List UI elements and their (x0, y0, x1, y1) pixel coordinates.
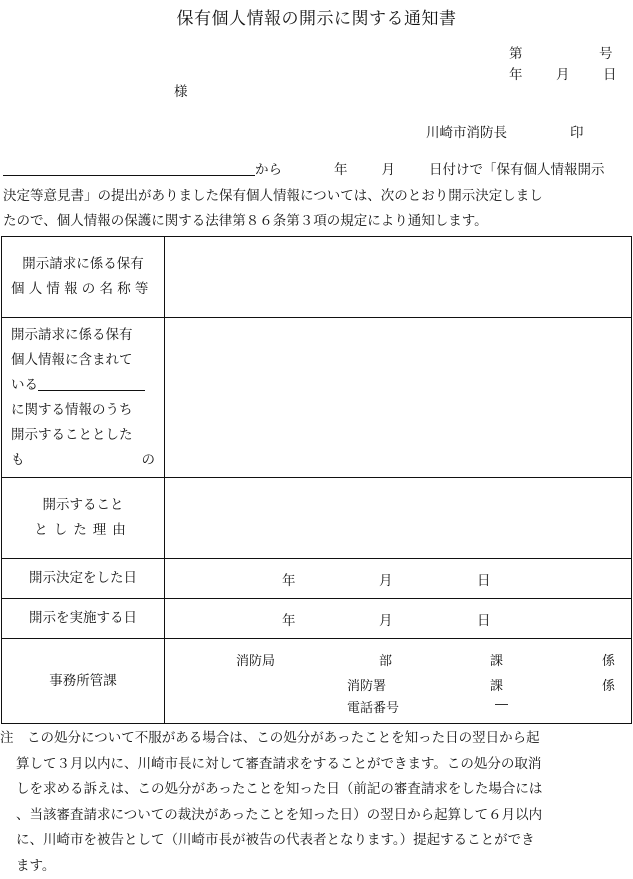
disclosed-line-5: 開示することとした (11, 423, 155, 448)
note-line-3: しを求める訴えは、この処分があったことを知った日（前記の審査請求をした場合には (0, 777, 633, 803)
disclosed-line-4: に関する情報のうち (11, 398, 155, 423)
table-row-implementation-date (2, 599, 632, 639)
info-name-line-1: 開示請求に係る保有 (11, 252, 155, 277)
number-prefix: 第 (509, 42, 523, 62)
table-row-info-name (2, 237, 632, 318)
implementation-day: 日 (477, 609, 491, 629)
decision-date-label: 開示決定をした日 (11, 566, 155, 591)
office-ka-2: 課 (490, 675, 503, 694)
reason-line-1: 開示すること (11, 493, 155, 518)
intro-year: 年 (334, 162, 348, 178)
document-title: 保有個人情報の開示に関する通知書 (0, 4, 633, 29)
value-cell-office[interactable] (165, 639, 632, 724)
info-name-line-2: 個人情報の名称等 (11, 277, 155, 302)
label-cell-info-name (2, 237, 165, 318)
info-type-blank (38, 376, 145, 391)
note-line-4: 、当該審査請求についての裁決があったことを知った日）の翌日から起算して６月以内 (0, 803, 633, 829)
issuer-name: 川崎市消防長 (426, 121, 507, 141)
disclosure-form-table (1, 236, 632, 724)
value-cell-implementation-date[interactable] (165, 599, 632, 639)
table-row-reason (2, 478, 632, 559)
label-cell-disclosed-content (2, 318, 165, 478)
label-cell-office (2, 639, 165, 724)
value-cell-reason[interactable] (165, 478, 632, 559)
addressee-suffix: 様 (174, 80, 188, 100)
office-label: 事務所管課 (11, 669, 155, 694)
label-cell-implementation-date (2, 599, 165, 639)
value-cell-decision-date[interactable] (165, 559, 632, 599)
date-year-label: 年 (509, 63, 523, 83)
date-day-label: 日 (603, 63, 617, 83)
note-line-1: 注 この処分について不服がある場合は、この処分があったことを知った日の翌日から起 (0, 726, 633, 752)
intro-paragraph (3, 158, 631, 235)
note-line-5: に、川崎市を被告として（川崎市長が被告の代表者となります。）提起することができ (0, 828, 633, 854)
decision-day: 日 (477, 569, 491, 589)
requester-blank (3, 161, 255, 176)
disclosed-line-3: いる (11, 373, 155, 398)
intro-line-2: 決定等意見書」の提出がありました保有個人情報については、次のとおり開示決定しまし (3, 184, 631, 210)
office-phone-label: 電話番号 (347, 697, 399, 716)
office-kakari-1: 係 (602, 650, 615, 669)
label-cell-reason (2, 478, 165, 559)
disclosed-line-2: 個人情報に含まれて (11, 348, 155, 373)
decision-month: 月 (379, 569, 393, 589)
reason-line-2: とした理由 (11, 518, 155, 543)
table-row-decision-date (2, 559, 632, 599)
label-cell-decision-date (2, 559, 165, 599)
value-cell-info-name[interactable] (165, 237, 632, 318)
office-bu: 部 (379, 650, 392, 669)
office-fire-station: 消防署 (347, 675, 386, 694)
table-row-disclosed-content (2, 318, 632, 478)
seal-mark: 印 (570, 121, 584, 141)
value-cell-disclosed-content[interactable] (165, 318, 632, 478)
intro-month: 月 (382, 162, 396, 178)
implementation-date-label: 開示を実施する日 (11, 606, 155, 631)
intro-line-1 (3, 158, 631, 184)
disclosed-line-1: 開示請求に係る保有 (11, 323, 155, 348)
note-line-2: 算して３月以内に、川崎市長に対して審査請求をすることができます。この処分の取消 (0, 752, 633, 778)
table-row-office (2, 639, 632, 724)
implementation-year: 年 (282, 609, 296, 629)
appeal-note (0, 726, 633, 879)
office-phone-dash: ― (495, 697, 508, 712)
note-line-6: ます。 (0, 854, 633, 879)
office-fire-bureau: 消防局 (236, 650, 275, 669)
date-month-label: 月 (556, 63, 570, 83)
disclosed-line-6: も の (11, 448, 155, 473)
implementation-month: 月 (379, 609, 393, 629)
intro-from: から (255, 162, 282, 178)
intro-day-rest: 日付けで「保有個人情報開示 (429, 162, 605, 178)
decision-year: 年 (282, 569, 296, 589)
office-ka-1: 課 (490, 650, 503, 669)
intro-line-3: たので、個人情報の保護に関する法律第８６条第３項の規定により通知します。 (3, 209, 631, 235)
number-suffix: 号 (599, 42, 613, 62)
office-kakari-2: 係 (602, 675, 615, 694)
